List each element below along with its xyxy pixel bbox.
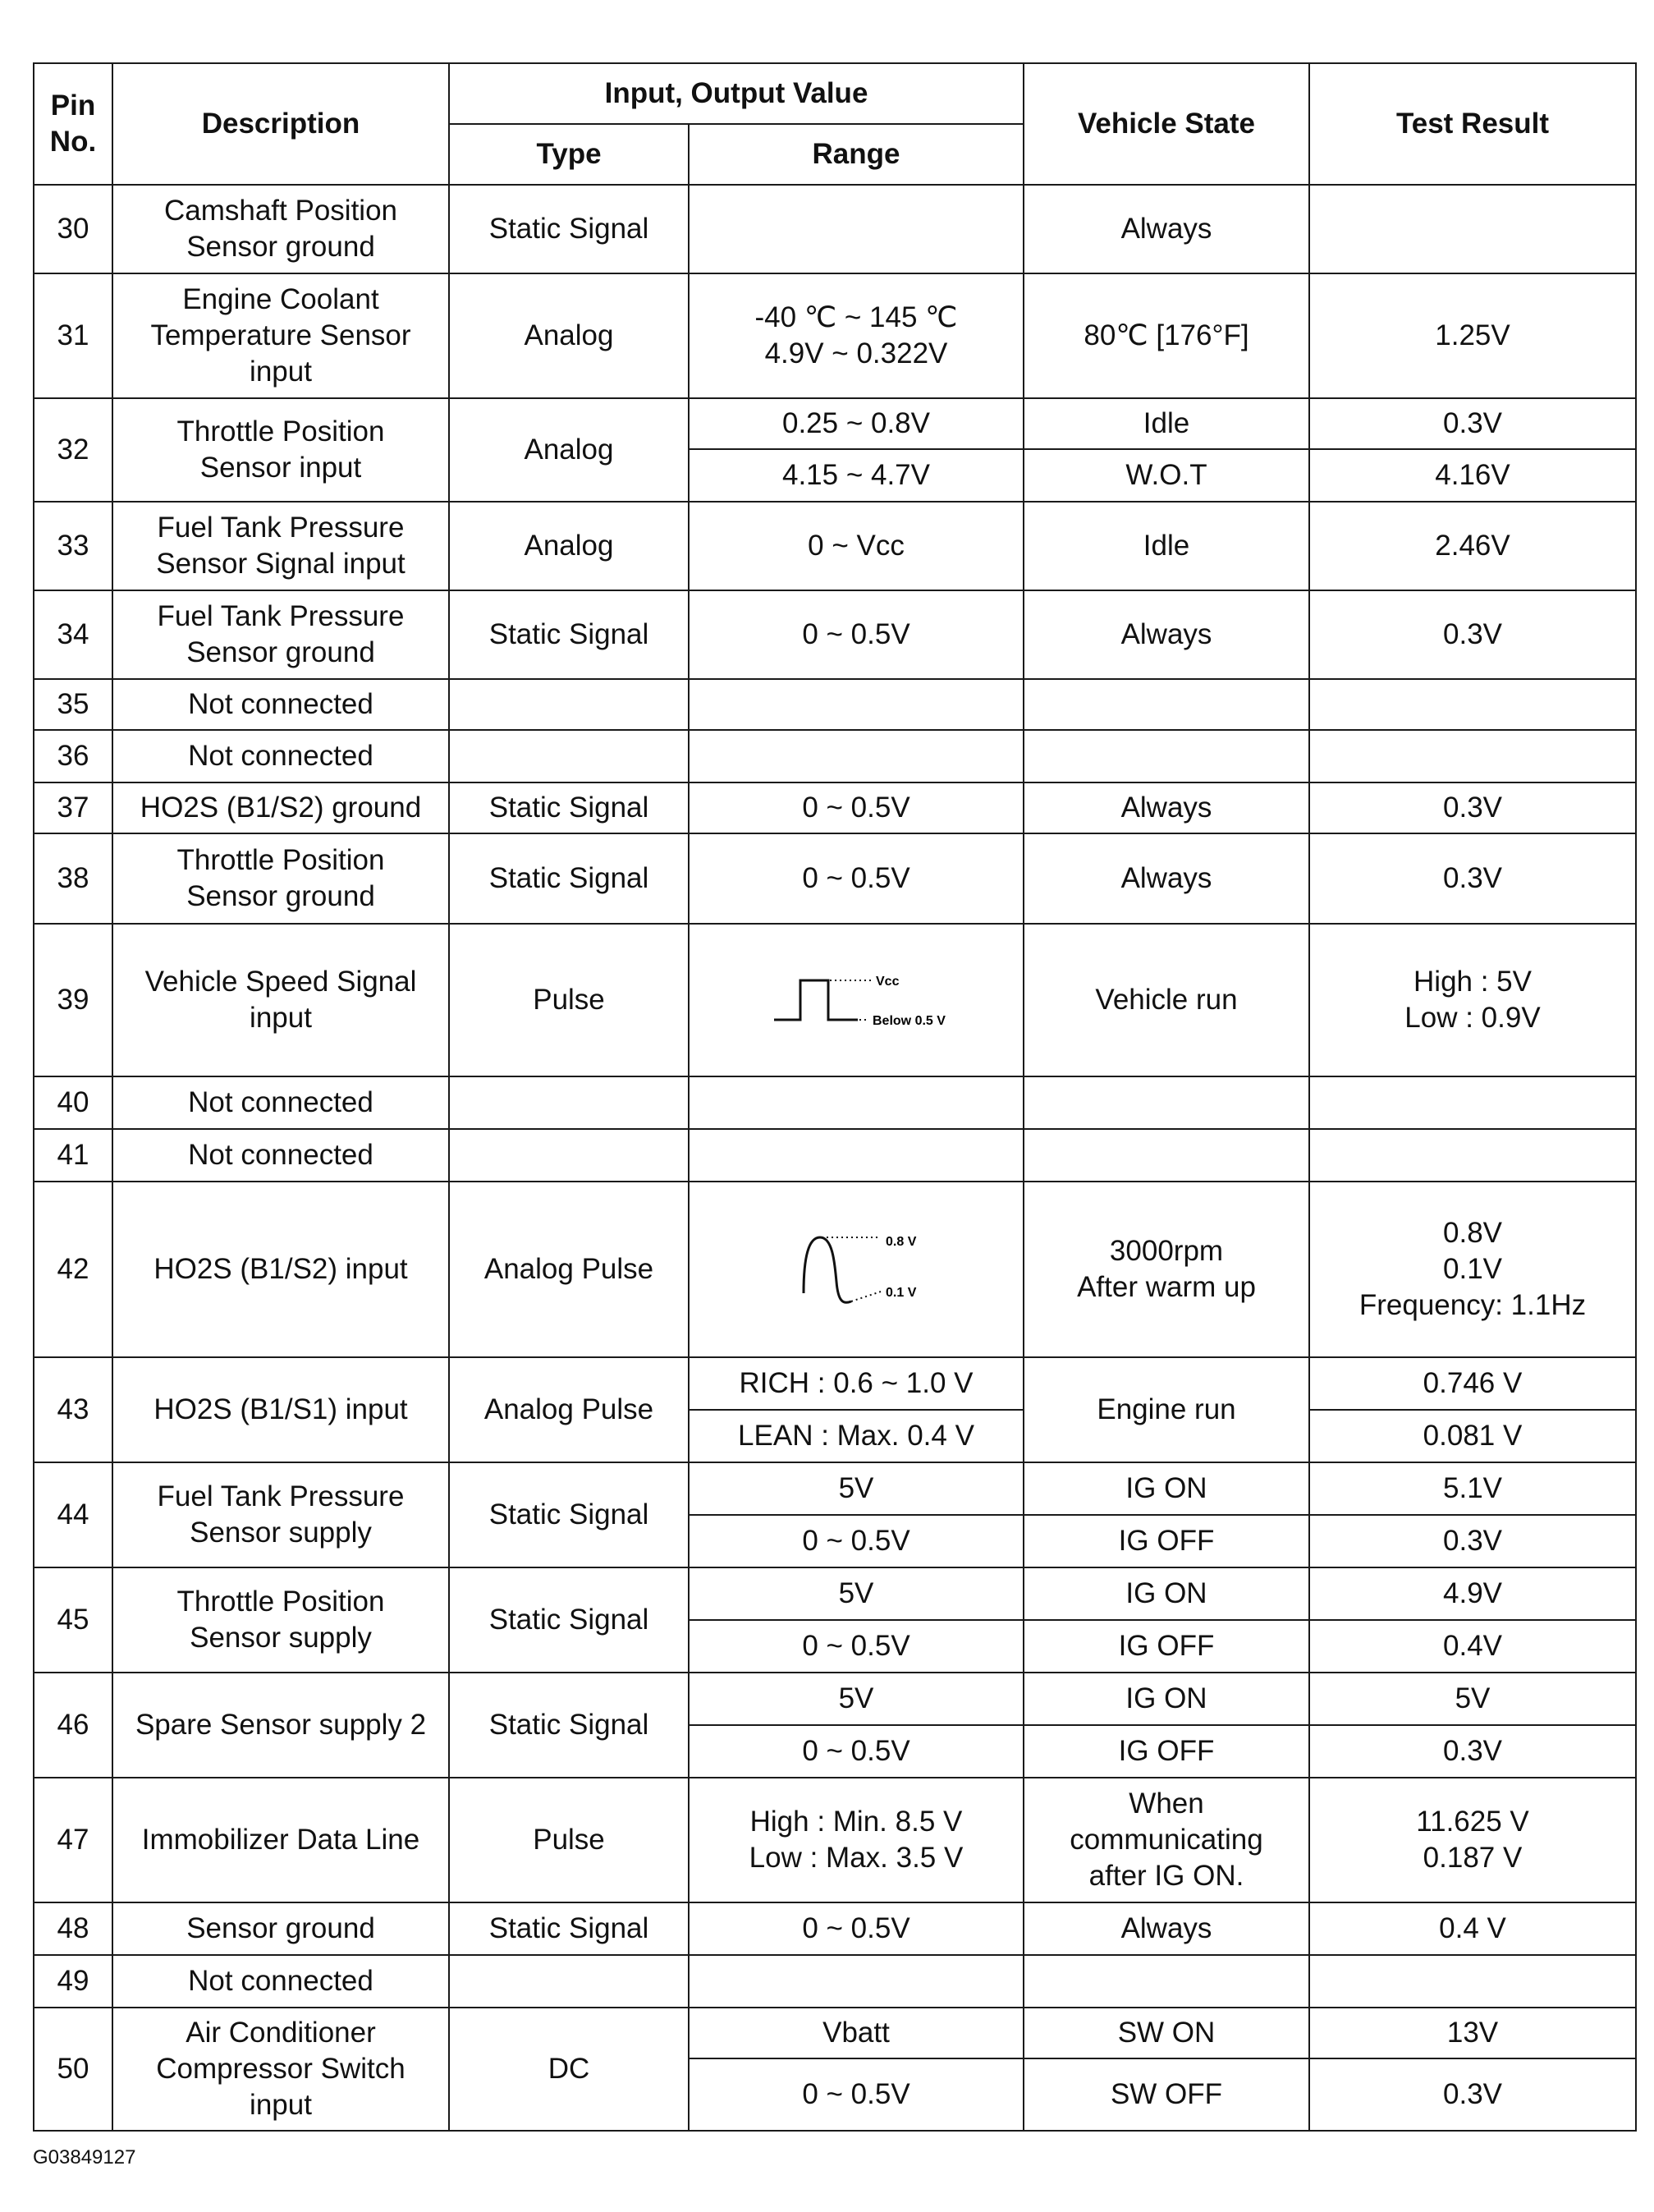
description-cell: Spare Sensor supply 2 <box>112 1673 449 1778</box>
state-cell <box>1024 1076 1309 1129</box>
result-cell: 0.3V <box>1309 1725 1636 1778</box>
pulse-waveform-icon <box>749 967 963 1033</box>
result-cell <box>1309 679 1636 730</box>
range-cell <box>689 679 1024 730</box>
table-row <box>34 398 1636 449</box>
pin-cell: 31 <box>34 273 112 398</box>
wave-high-label: 0.8 V <box>886 1235 917 1249</box>
state-cell: IG ON <box>1024 1462 1309 1515</box>
result-cell: 5V <box>1309 1673 1636 1725</box>
state-cell <box>1024 1129 1309 1182</box>
range-cell: 5V <box>689 1673 1024 1725</box>
state-cell: Vehicle run <box>1024 924 1309 1076</box>
state-cell: IG ON <box>1024 1567 1309 1620</box>
description-cell: Not connected <box>112 1129 449 1182</box>
description-cell: HO2S (B1/S2) input <box>112 1182 449 1357</box>
type-cell: Analog <box>449 502 689 590</box>
header-vehicle-state: Vehicle State <box>1024 63 1309 185</box>
range-cell: 4.15 ~ 4.7V <box>689 449 1024 502</box>
table-row <box>34 679 1636 730</box>
type-cell: Static Signal <box>449 782 689 833</box>
state-cell: Engine run <box>1024 1357 1309 1462</box>
range-cell: High : Min. 8.5 V Low : Max. 3.5 V <box>689 1778 1024 1902</box>
table-row <box>34 782 1636 833</box>
pin-cell: 48 <box>34 1902 112 1955</box>
description-cell: Air Conditioner Compressor Switch input <box>112 2008 449 2131</box>
state-cell: IG OFF <box>1024 1725 1309 1778</box>
table-row <box>34 1182 1636 1357</box>
range-cell: 0 ~ 0.5V <box>689 1902 1024 1955</box>
table-row <box>34 1076 1636 1129</box>
header-type: Type <box>449 124 689 185</box>
state-cell <box>1024 1955 1309 2008</box>
table-row <box>34 2008 1636 2058</box>
figure-id: G03849127 <box>33 2146 136 2168</box>
ecm-pin-table <box>33 62 1637 2132</box>
state-cell: IG OFF <box>1024 1515 1309 1567</box>
range-cell: LEAN : Max. 0.4 V <box>689 1410 1024 1462</box>
range-cell: Vbatt <box>689 2008 1024 2058</box>
header-description: Description <box>112 63 449 185</box>
result-cell: 4.9V <box>1309 1567 1636 1620</box>
description-cell: Immobilizer Data Line <box>112 1778 449 1902</box>
description-cell: Throttle Position Sensor input <box>112 398 449 502</box>
state-cell: Always <box>1024 833 1309 924</box>
pin-cell: 42 <box>34 1182 112 1357</box>
pin-cell: 34 <box>34 590 112 679</box>
result-cell: 4.16V <box>1309 449 1636 502</box>
range-cell: -40 ℃ ~ 145 ℃ 4.9V ~ 0.322V <box>689 273 1024 398</box>
type-cell: Static Signal <box>449 1462 689 1567</box>
type-cell: Pulse <box>449 924 689 1076</box>
table-row <box>34 1357 1636 1410</box>
state-cell: Idle <box>1024 502 1309 590</box>
state-cell: Always <box>1024 185 1309 273</box>
result-cell: 0.3V <box>1309 590 1636 679</box>
type-cell: Analog Pulse <box>449 1357 689 1462</box>
sine-waveform-icon <box>749 1224 963 1315</box>
result-cell: 0.3V <box>1309 1515 1636 1567</box>
description-cell: HO2S (B1/S1) input <box>112 1357 449 1462</box>
result-cell: 0.4 V <box>1309 1902 1636 1955</box>
description-cell: Not connected <box>112 679 449 730</box>
range-cell: 0 ~ 0.5V <box>689 782 1024 833</box>
table-row <box>34 1955 1636 2008</box>
pin-cell: 49 <box>34 1955 112 2008</box>
type-cell: Static Signal <box>449 833 689 924</box>
result-cell: 0.3V <box>1309 833 1636 924</box>
state-cell <box>1024 730 1309 782</box>
type-cell <box>449 679 689 730</box>
range-cell: 0 ~ 0.5V <box>689 1515 1024 1567</box>
type-cell: Static Signal <box>449 1673 689 1778</box>
wave-low-label: Below 0.5 V <box>873 1014 946 1028</box>
description-cell: Camshaft Position Sensor ground <box>112 185 449 273</box>
result-cell <box>1309 1076 1636 1129</box>
pin-cell: 45 <box>34 1567 112 1673</box>
result-cell: 0.8V 0.1V Frequency: 1.1Hz <box>1309 1182 1636 1357</box>
type-cell: Analog Pulse <box>449 1182 689 1357</box>
state-cell: IG ON <box>1024 1673 1309 1725</box>
description-cell: Vehicle Speed Signal input <box>112 924 449 1076</box>
result-cell: 0.3V <box>1309 782 1636 833</box>
description-cell: Not connected <box>112 1076 449 1129</box>
type-cell: Static Signal <box>449 590 689 679</box>
header-pin-no: Pin No. <box>34 63 112 185</box>
result-cell: 0.4V <box>1309 1620 1636 1673</box>
pin-cell: 33 <box>34 502 112 590</box>
state-cell: W.O.T <box>1024 449 1309 502</box>
range-cell: 0 ~ 0.5V <box>689 590 1024 679</box>
description-cell: Throttle Position Sensor supply <box>112 1567 449 1673</box>
type-cell: Static Signal <box>449 1567 689 1673</box>
range-cell <box>689 1076 1024 1129</box>
header-io-value: Input, Output Value <box>449 63 1024 124</box>
description-cell: Fuel Tank Pressure Sensor Signal input <box>112 502 449 590</box>
state-cell: 80℃ [176°F] <box>1024 273 1309 398</box>
result-cell: 11.625 V 0.187 V <box>1309 1778 1636 1902</box>
range-cell <box>689 1955 1024 2008</box>
type-cell: Analog <box>449 273 689 398</box>
table-row <box>34 590 1636 679</box>
table-row <box>34 1567 1636 1620</box>
description-cell: Throttle Position Sensor ground <box>112 833 449 924</box>
type-cell <box>449 730 689 782</box>
range-cell <box>689 730 1024 782</box>
result-cell: 1.25V <box>1309 273 1636 398</box>
type-cell: Static Signal <box>449 185 689 273</box>
pin-cell: 39 <box>34 924 112 1076</box>
range-cell: 0 ~ 0.5V <box>689 833 1024 924</box>
wave-low-label: 0.1 V <box>886 1286 917 1300</box>
pin-cell: 43 <box>34 1357 112 1462</box>
range-cell: 5V <box>689 1567 1024 1620</box>
table-row <box>34 833 1636 924</box>
result-cell <box>1309 1955 1636 2008</box>
type-cell: DC <box>449 2008 689 2131</box>
state-cell: SW ON <box>1024 2008 1309 2058</box>
state-cell: Always <box>1024 1902 1309 1955</box>
table-row <box>34 924 1636 1076</box>
state-cell: 3000rpm After warm up <box>1024 1182 1309 1357</box>
table-row <box>34 1778 1636 1902</box>
result-cell: 2.46V <box>1309 502 1636 590</box>
description-cell: Sensor ground <box>112 1902 449 1955</box>
range-cell: 0 ~ 0.5V <box>689 1620 1024 1673</box>
range-cell: 0.25 ~ 0.8V <box>689 398 1024 449</box>
result-cell: High : 5V Low : 0.9V <box>1309 924 1636 1076</box>
result-cell: 5.1V <box>1309 1462 1636 1515</box>
result-cell <box>1309 185 1636 273</box>
description-cell: Not connected <box>112 730 449 782</box>
pin-cell: 38 <box>34 833 112 924</box>
type-cell: Static Signal <box>449 1902 689 1955</box>
table-row <box>34 1129 1636 1182</box>
pin-cell: 30 <box>34 185 112 273</box>
type-cell <box>449 1129 689 1182</box>
wave-high-label: Vcc <box>876 975 900 989</box>
result-cell: 0.3V <box>1309 2058 1636 2131</box>
state-cell: Idle <box>1024 398 1309 449</box>
state-cell <box>1024 679 1309 730</box>
result-cell: 0.746 V <box>1309 1357 1636 1410</box>
type-cell: Pulse <box>449 1778 689 1902</box>
table-row <box>34 1462 1636 1515</box>
pin-cell: 50 <box>34 2008 112 2131</box>
pin-cell: 47 <box>34 1778 112 1902</box>
state-cell: Always <box>1024 590 1309 679</box>
pin-cell: 46 <box>34 1673 112 1778</box>
header-test-result: Test Result <box>1309 63 1636 185</box>
pin-cell: 32 <box>34 398 112 502</box>
type-cell <box>449 1955 689 2008</box>
table-row <box>34 273 1636 398</box>
range-cell <box>689 1129 1024 1182</box>
state-cell: Always <box>1024 782 1309 833</box>
description-cell: Engine Coolant Temperature Sensor input <box>112 273 449 398</box>
range-cell: RICH : 0.6 ~ 1.0 V <box>689 1357 1024 1410</box>
result-cell <box>1309 730 1636 782</box>
description-cell: Fuel Tank Pressure Sensor ground <box>112 590 449 679</box>
table-row <box>34 1902 1636 1955</box>
table-row <box>34 502 1636 590</box>
state-cell: IG OFF <box>1024 1620 1309 1673</box>
result-cell: 13V <box>1309 2008 1636 2058</box>
range-cell: 0 ~ Vcc <box>689 502 1024 590</box>
table-row <box>34 1673 1636 1725</box>
range-cell: 0 ~ 0.5V <box>689 2058 1024 2131</box>
range-cell <box>689 924 1024 1076</box>
type-cell <box>449 1076 689 1129</box>
result-cell <box>1309 1129 1636 1182</box>
pin-cell: 36 <box>34 730 112 782</box>
state-cell: SW OFF <box>1024 2058 1309 2131</box>
range-cell <box>689 1182 1024 1357</box>
table-row <box>34 185 1636 273</box>
range-cell: 5V <box>689 1462 1024 1515</box>
result-cell: 0.3V <box>1309 398 1636 449</box>
pin-cell: 37 <box>34 782 112 833</box>
state-cell: When communicating after IG ON. <box>1024 1778 1309 1902</box>
table-row <box>34 730 1636 782</box>
pin-cell: 44 <box>34 1462 112 1567</box>
header-range: Range <box>689 124 1024 185</box>
range-cell <box>689 185 1024 273</box>
description-cell: Fuel Tank Pressure Sensor supply <box>112 1462 449 1567</box>
range-cell: 0 ~ 0.5V <box>689 1725 1024 1778</box>
pin-cell: 40 <box>34 1076 112 1129</box>
pin-cell: 41 <box>34 1129 112 1182</box>
pin-cell: 35 <box>34 679 112 730</box>
type-cell: Analog <box>449 398 689 502</box>
description-cell: HO2S (B1/S2) ground <box>112 782 449 833</box>
result-cell: 0.081 V <box>1309 1410 1636 1462</box>
description-cell: Not connected <box>112 1955 449 2008</box>
